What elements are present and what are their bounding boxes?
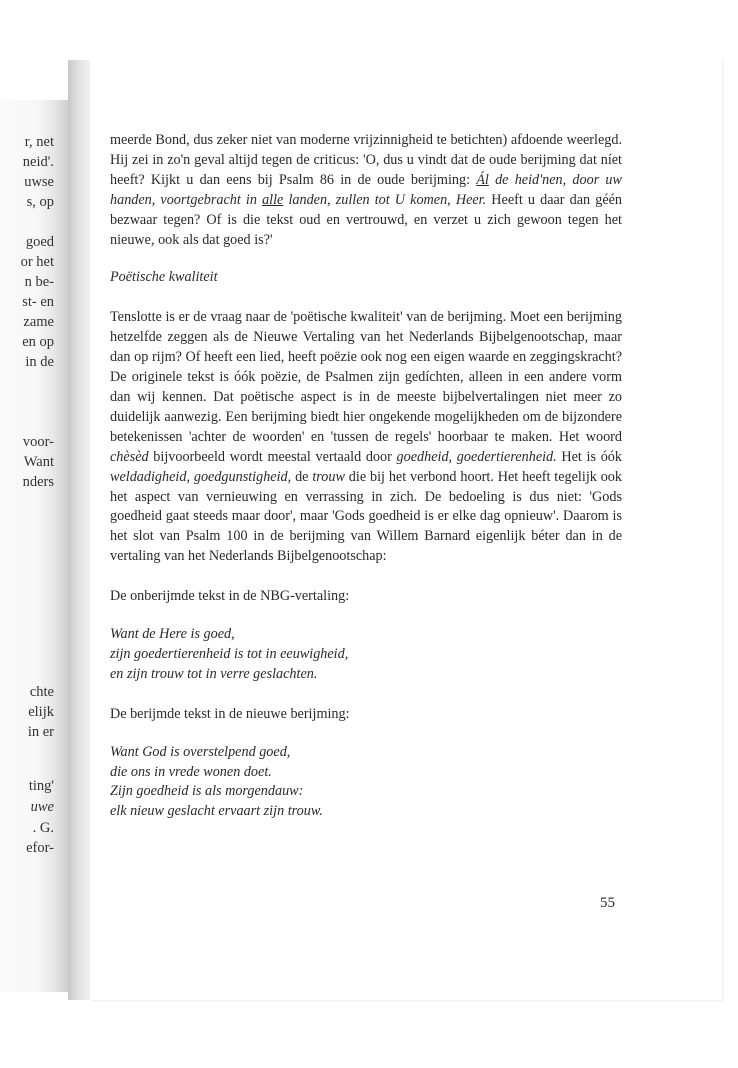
emphasis-text: alle (262, 191, 284, 208)
paragraph: meerde Bond, dus zeker niet van moderne vrijzinnigheid te betichten) afdoende weerlegd. Hij zei in zo'n geval altijd tegen de criticus: 'O, dus u vindt dat de oude berijming dat níet heeft? Kijkt u dan eens bij Psalm 86 in de oude berijming: Ál de heid'nen, door uw handen, voortgebracht in alle landen, zullen tot U komen, Heer. Heeft u daar dan géén bezwaar tegen? Of is die tekst oud en vertrouwd, en verzet u zich gewoon tegen het nieuwe, ook als dat goed is?' (110, 132, 623, 248)
prev-page-line: en op (22, 334, 54, 350)
prev-page-line: elijk (28, 704, 54, 720)
prev-page-line: in er (27, 724, 54, 740)
verse-line: en zijn trouw tot in verre geslachten. (110, 665, 318, 682)
quoted-verse (110, 625, 622, 685)
prev-page-line: Want (23, 454, 54, 470)
prev-page-line: . G. (32, 820, 54, 836)
book-gutter (68, 60, 90, 1000)
prev-page-line: nders (22, 474, 54, 490)
prev-page-line: voor- (22, 434, 54, 450)
prev-page-line: or het (20, 254, 54, 270)
verse-line: Zijn goedheid is als morgendauw: (110, 783, 304, 800)
prev-page-line: ting' (28, 778, 54, 794)
prev-page-line: n be- (24, 274, 54, 290)
previous-page-edge (0, 100, 68, 992)
prev-page-line: uwse (24, 174, 54, 190)
quote-intro: De onberijmde tekst in de NBG-vertaling: (110, 588, 350, 605)
verse-line: die ons in vrede wonen doet. (110, 763, 272, 780)
emphasis-text: chèsèd (110, 448, 149, 465)
prev-page-line: in de (25, 354, 54, 370)
verse-line: elk nieuw geslacht ervaart zijn trouw. (110, 803, 323, 820)
prev-page-line: neid'. (22, 154, 54, 170)
page-number: 55 (600, 895, 615, 911)
emphasis-text: weldadigheid, goedgunstigheid, (110, 468, 292, 485)
prev-page-line: goed (25, 234, 54, 250)
verse-line: Want God is overstelpend goed, (110, 743, 291, 760)
emphasis-text: trouw (312, 468, 345, 485)
emphasis-text: goedheid, goedertierenheid. (396, 448, 557, 465)
prev-page-line: efor- (26, 840, 54, 856)
verse-line: zijn goedertierenheid is tot in eeuwigheid, (110, 645, 349, 662)
section-heading: Poëtische kwaliteit (110, 269, 218, 286)
prev-page-line: uwe (30, 799, 54, 815)
paragraph: Tenslotte is er de vraag naar de 'poëtische kwaliteit' van de berijming. Moet een berijming hetzelfde zeggen als de Nieuwe Vertaling van het Nederlands Bijbelgenootschap, maar dan op rijm? Of heeft een lied, heeft poëzie ook nog een eigen waarde en zeggingskracht? De originele tekst is óók poëzie, de Psalmen zijn gedíchten, alleen in een andere vorm dan wij kennen. Dat poëtische aspect is in de meeste bijbelvertalingen niet meer zo duidelijk aanwezig. Een berijming biedt hier ongekende mogelijkheden om de bijzondere betekenissen 'achter de woorden' en 'tussen de regels' hoorbaar te maken. Het woord chèsèd bijvoorbeeld wordt meestal vertaald door goedheid, goedertierenheid. Het is óók weldadigheid, goedgunstigheid, de trouw die bij het verbond hoort. Het heeft tegelijk ook het aspect van vernieuwing en verrassing in zich. De bedoeling is dus niet: 'Gods goedheid gaat steeds maar door', maar 'Gods goedheid is er elke dag opnieuw'. Daarom is het slot van Psalm 100 in de berijming van Willem Barnard eigenlijk béter dan in de vertaling van het Nederlands Bijbelgenootschap: (110, 309, 622, 565)
emphasis-text: Ál (476, 171, 489, 188)
prev-page-line: zame (23, 314, 54, 330)
prev-page-line: chte (29, 684, 54, 700)
quoted-verse (110, 743, 622, 823)
prev-page-line: r, net (24, 134, 54, 150)
emphasis-text: landen, zullen tot U komen, Heer. (283, 191, 487, 208)
emphasis-text: de heid'nen, door uw handen, voortgebracht in (110, 171, 622, 208)
verse-line: Want de Here is goed, (110, 626, 235, 643)
page-content (110, 131, 622, 822)
quote-intro: De berijmde tekst in de nieuwe berijming: (110, 705, 350, 722)
prev-page-line: s, op (26, 194, 54, 210)
prev-page-line: st- en (22, 294, 54, 310)
